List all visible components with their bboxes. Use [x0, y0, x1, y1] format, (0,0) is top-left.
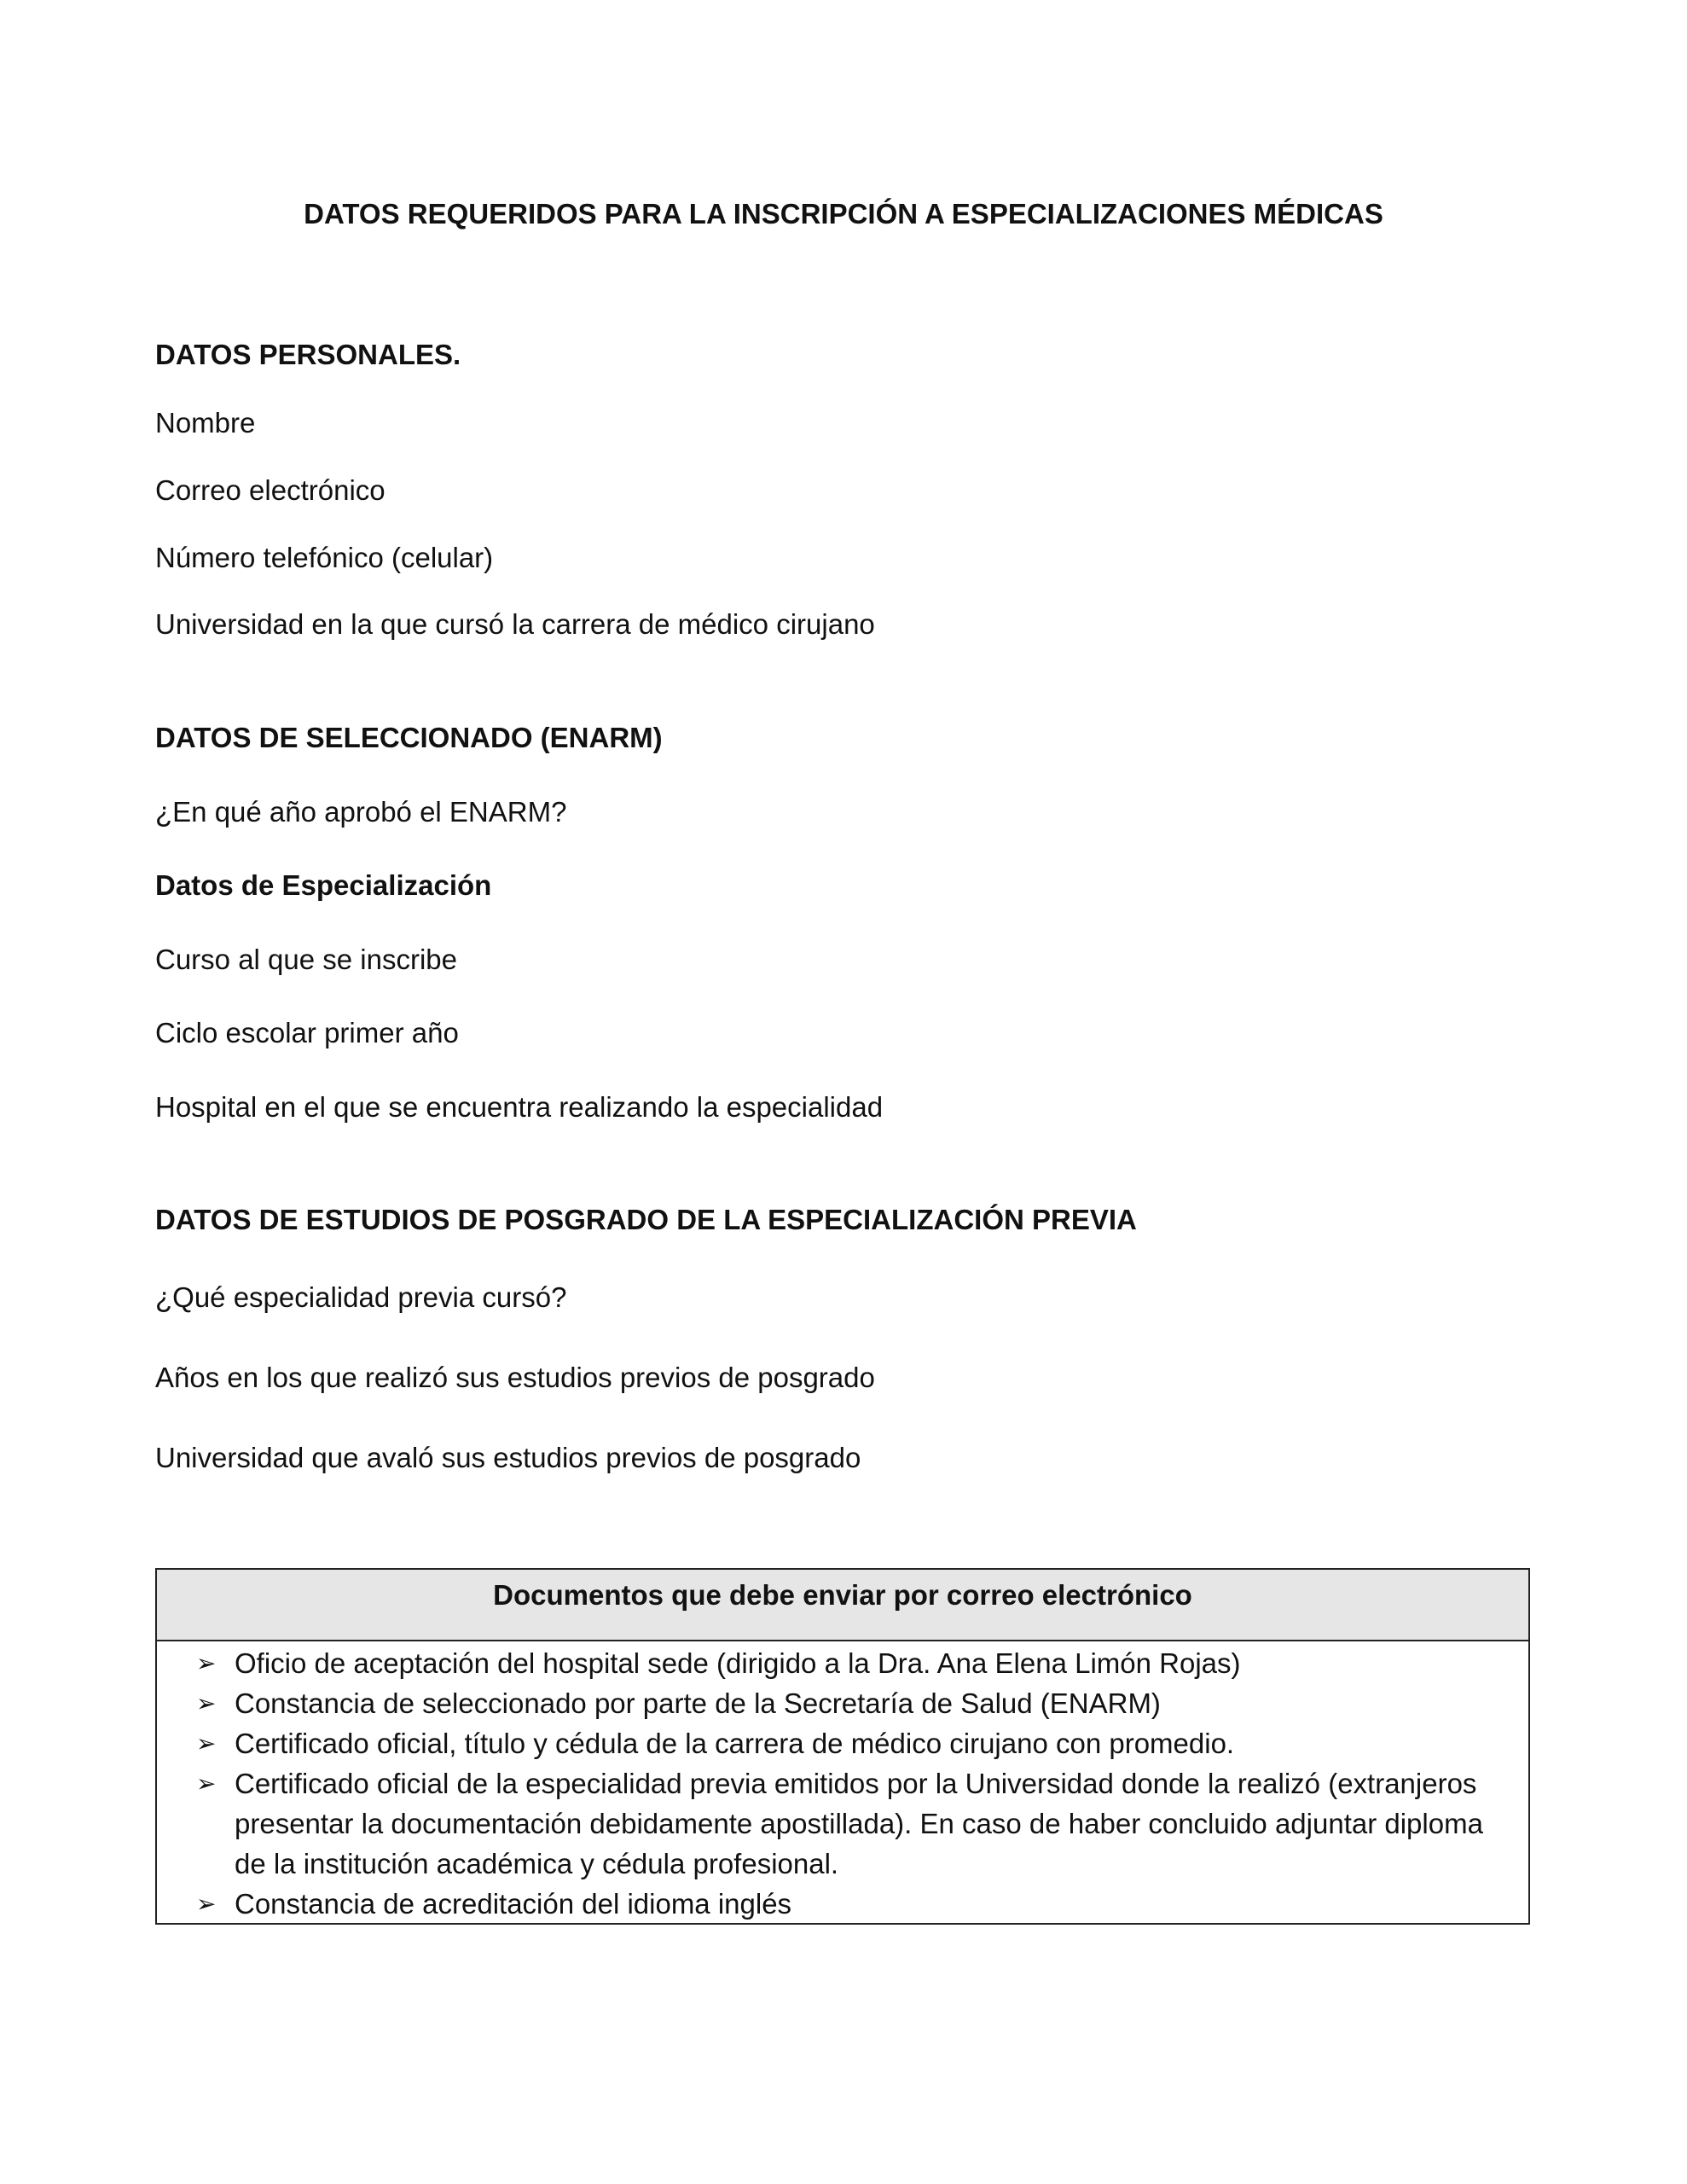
- documents-table: [155, 1568, 1530, 1925]
- document-item: [157, 1884, 1528, 1924]
- field-postgrad-years: Años en los que realizó sus estudios previos de posgrado: [155, 1362, 875, 1393]
- document-item: [157, 1723, 1528, 1763]
- field-name: Nombre: [155, 407, 256, 439]
- arrowhead-bullet-icon: ➢: [196, 1890, 217, 1918]
- page-title: DATOS REQUERIDOS PARA LA INSCRIPCIÓN A ESPECIALIZACIONES MÉDICAS: [304, 198, 1383, 229]
- field-school-cycle: Ciclo escolar primer año: [155, 1017, 459, 1048]
- document-item-text: Oficio de aceptación del hospital sede (dirigido a la Dra. Ana Elena Limón Rojas): [235, 1647, 1241, 1679]
- specialization-heading: Datos de Especialización: [155, 869, 492, 901]
- enarm-heading: DATOS DE SELECCIONADO (ENARM): [155, 722, 663, 753]
- personal-data-heading: DATOS PERSONALES.: [155, 339, 461, 370]
- field-enarm-year: ¿En qué año aprobó el ENARM?: [155, 796, 567, 828]
- field-hospital: Hospital en el que se encuentra realizando la especialidad: [155, 1091, 884, 1123]
- document-item-text: Constancia de seleccionado por parte de la Secretaría de Salud (ENARM): [235, 1687, 1161, 1719]
- document-item: [157, 1683, 1528, 1723]
- arrowhead-bullet-icon: ➢: [196, 1729, 217, 1757]
- field-phone: Número telefónico (celular): [155, 542, 494, 573]
- documents-table-header: Documentos que debe enviar por correo electrónico: [157, 1570, 1528, 1641]
- field-email: Correo electrónico: [155, 474, 386, 506]
- document-item-text: Certificado oficial, título y cédula de la carrera de médico cirujano con promedio.: [235, 1728, 1235, 1759]
- field-course: Curso al que se inscribe: [155, 944, 458, 975]
- document-item-text: Certificado oficial de la especialidad previa emitidos por la Universidad donde la realizó (extranjeros presentar la documentación debidamente apostillada). En caso de haber concluido adjuntar diploma de la institución académica y cédula profesional.: [235, 1768, 1483, 1879]
- field-postgrad-university: Universidad que avaló sus estudios previos de posgrado: [155, 1442, 861, 1473]
- document-item: [157, 1643, 1528, 1683]
- document-item: [157, 1763, 1528, 1884]
- field-university: Universidad en la que cursó la carrera de médico cirujano: [155, 608, 875, 640]
- arrowhead-bullet-icon: ➢: [196, 1769, 217, 1798]
- document-item-text: Constancia de acreditación del idioma inglés: [235, 1888, 792, 1920]
- arrowhead-bullet-icon: ➢: [196, 1649, 217, 1677]
- postgrad-heading: DATOS DE ESTUDIOS DE POSGRADO DE LA ESPECIALIZACIÓN PREVIA: [155, 1204, 1137, 1235]
- arrowhead-bullet-icon: ➢: [196, 1689, 217, 1717]
- field-previous-specialty: ¿Qué especialidad previa cursó?: [155, 1281, 567, 1313]
- documents-list: [157, 1643, 1528, 1924]
